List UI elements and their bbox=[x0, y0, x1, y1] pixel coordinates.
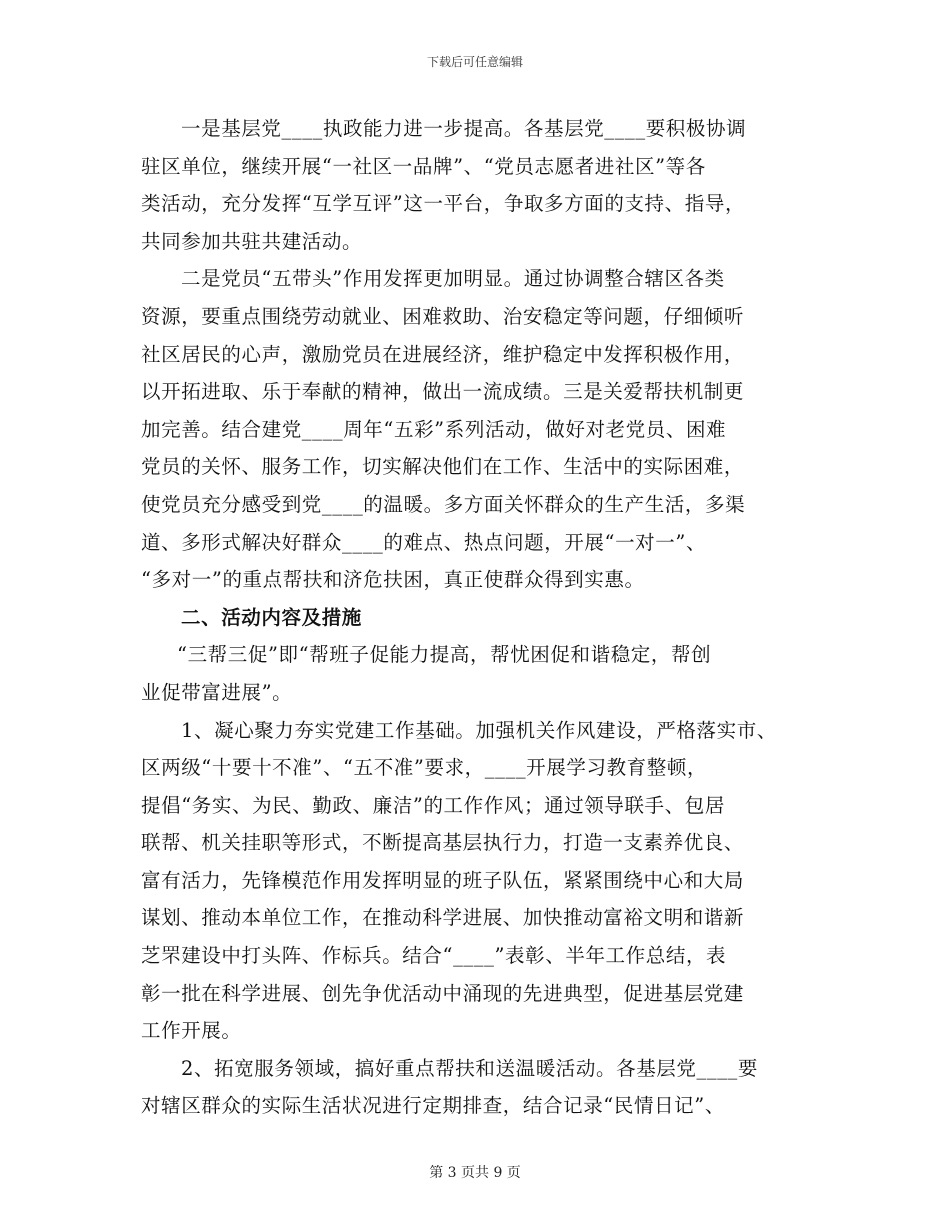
paragraph-line: 资源，要重点围绕劳动就业、困难救助、治安稳定等问题，仔细倾听 bbox=[141, 304, 745, 328]
paragraph-line: 类活动，充分发挥“互学互评”这一平台，争取多方面的支持、指导， bbox=[141, 192, 746, 216]
paragraph-line: 社区居民的心声，激励党员在进展经济，维护稳定中发挥积极作用， bbox=[141, 342, 745, 366]
paragraph-line: 提倡“务实、为民、勤政、廉洁”的工作作风；通过领导联手、包居 bbox=[141, 793, 725, 817]
paragraph-line: “三帮三促”即“帮班子促能力提高，帮忧困促和谐稳定，帮创 bbox=[177, 643, 712, 667]
page-number-footer: 第 3 页共 9 页 bbox=[429, 1165, 521, 1181]
paragraph-line: 业促带富进展”。 bbox=[141, 680, 293, 704]
paragraph-line: 以开拓进取、乐于奉献的精神，做出一流成绩。三是关爱帮扶机制更 bbox=[141, 380, 745, 404]
paragraph-line: 2、拓宽服务领域，搞好重点帮扶和送温暖活动。各基层党____要 bbox=[181, 1056, 759, 1080]
section-heading: 二、活动内容及措施 bbox=[181, 605, 362, 629]
paragraph-line: 区两级“十要十不准”、“五不准”要求，____开展学习教育整顿， bbox=[141, 756, 708, 780]
paragraph-line: 联帮、机关挂职等形式，不断提高基层执行力，打造一支素养优良、 bbox=[141, 831, 745, 855]
paragraph-line: 二是党员“五带头”作用发挥更加明显。通过协调整合辖区各类 bbox=[181, 267, 725, 291]
paragraph-line: 谋划、推动本单位工作，在推动科学进展、加快推动富裕文明和谐新 bbox=[141, 906, 745, 930]
paragraph-line: 党员的关怀、服务工作，切实解决他们在工作、生活中的实际困难， bbox=[141, 455, 745, 479]
paragraph-line: 彰一批在科学进展、创先争优活动中涌现的先进典型，促进基层党建 bbox=[141, 981, 745, 1005]
paragraph-line: 1、凝心聚力夯实党建工作基础。加强机关作风建设，严格落实市、 bbox=[181, 718, 777, 742]
paragraph-line: 富有活力，先锋模范作用发挥明显的班子队伍，紧紧围绕中心和大局 bbox=[141, 868, 745, 892]
paragraph-line: 共同参加共驻共建活动。 bbox=[141, 229, 363, 253]
page-header: 下载后可任意编辑 bbox=[426, 55, 523, 69]
paragraph-line: 加完善。结合建党____周年“五彩”系列活动，做好对老党员、困难 bbox=[141, 417, 727, 441]
paragraph-line: “多对一”的重点帮扶和济危扶困，真正使群众得到实惠。 bbox=[141, 568, 645, 592]
paragraph-line: 驻区单位，继续开展“一社区一品牌”、“党员志愿者进社区”等各 bbox=[141, 154, 706, 178]
document-body bbox=[141, 110, 821, 1125]
paragraph-line: 使党员充分感受到党____的温暖。多方面关怀群众的生产生活，多渠 bbox=[141, 492, 746, 516]
paragraph-line: 工作开展。 bbox=[141, 1019, 242, 1043]
paragraph-line: 一是基层党____执政能力进一步提高。各基层党____要积极协调 bbox=[181, 117, 747, 140]
paragraph-line: 道、多形式解决好群众____的难点、热点问题，开展“一对一”、 bbox=[141, 530, 707, 554]
paragraph-line: 对辖区群众的实际生活状况进行定期排查，结合记录“民情日记”、 bbox=[141, 1094, 725, 1118]
paragraph-line: 芝罘建设中打头阵、作标兵。结合“____”表彰、半年工作总结，表 bbox=[141, 944, 727, 968]
